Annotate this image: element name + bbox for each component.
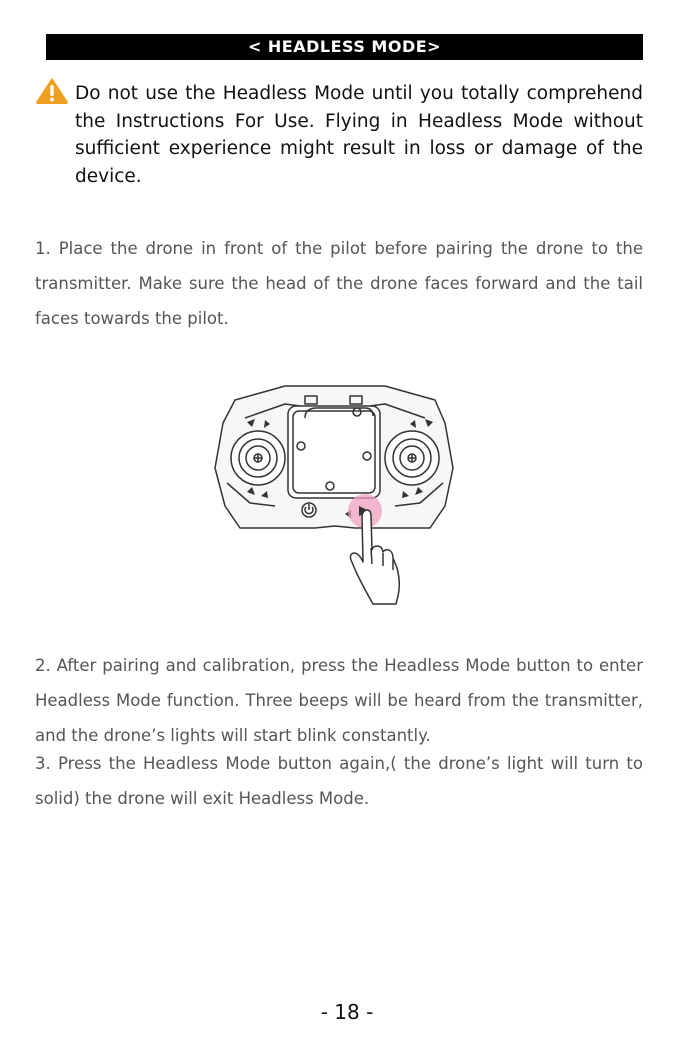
step-1-text: 1. Place the drone in front of the pilot before pairing the drone to the transmitter. Make sure the head of the drone faces forward and the tail faces towards the pilot.: [35, 239, 643, 328]
section-title: < HEADLESS MODE>: [46, 34, 643, 60]
step-2-text: 2. After pairing and calibration, press the Headless Mode button to enter Headless Mode function. Three beeps will be heard from the transmitter, and the drone’s lights will start blink constantly.: [35, 656, 643, 745]
warning-text: Do not use the Headless Mode until you totally comprehend the Instructions For Use. Flying in Headless Mode without sufficient experience might result in loss or damage of the device.: [75, 83, 643, 187]
warning-triangle-icon: [36, 78, 68, 104]
page-number: - 18 -: [320, 1000, 374, 1024]
step-3-text: 3. Press the Headless Mode button again,( the drone’s light will turn to solid) the drone will exit Headless Mode.: [35, 754, 643, 808]
transmitter-illustration: [205, 378, 465, 608]
transmitter-icon: [215, 386, 453, 528]
power-button-icon: [302, 503, 316, 517]
